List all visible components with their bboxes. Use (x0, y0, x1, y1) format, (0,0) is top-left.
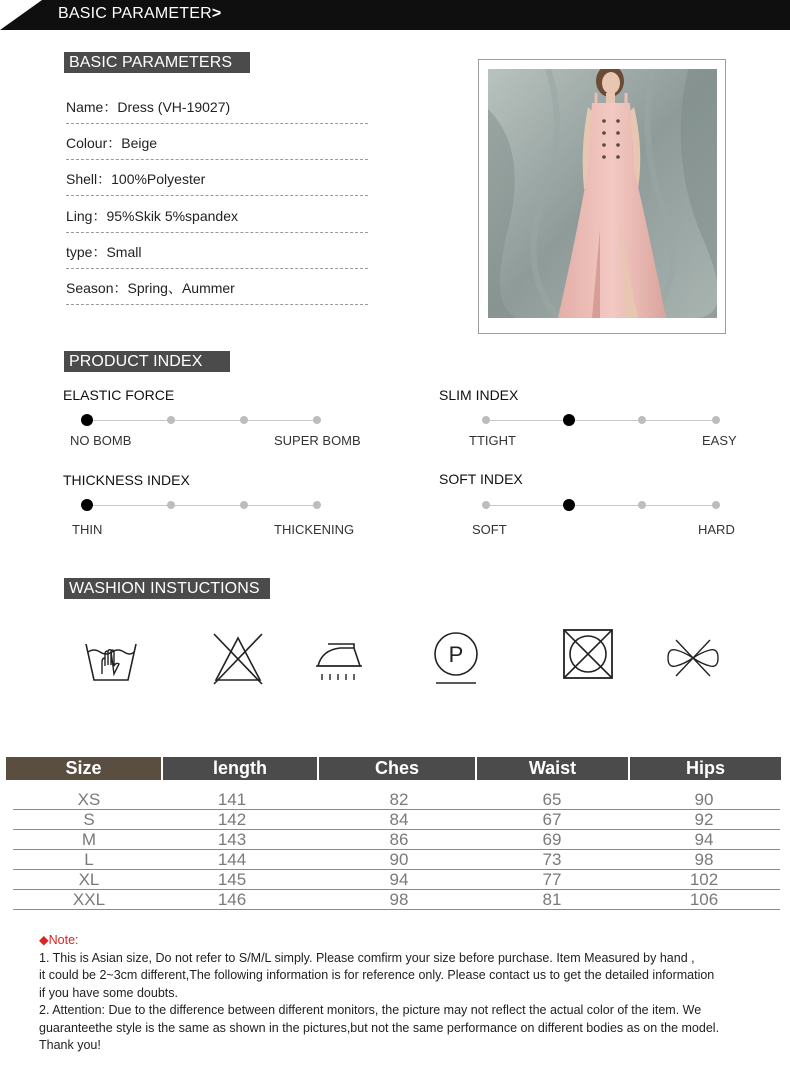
steam-iron-icon (314, 636, 366, 682)
table-cell: 82 (389, 790, 409, 809)
table-row (13, 890, 780, 910)
product-photo (488, 69, 717, 318)
hand-wash-icon (84, 636, 138, 686)
note-title: ◆Note: (39, 933, 79, 947)
soft-index-dot-3 (638, 501, 646, 509)
table-cell: 73 (542, 850, 562, 869)
table-row (13, 790, 780, 810)
param-row-colour (66, 132, 368, 160)
elastic-force-title: ELASTIC FORCE (63, 387, 175, 403)
banner-corner-notch (0, 0, 42, 30)
slim-index-dot-3 (638, 416, 646, 424)
table-cell: 69 (542, 830, 562, 849)
table-cell: 92 (694, 810, 714, 829)
top-banner (0, 0, 790, 30)
slim-index-dot-4 (712, 416, 720, 424)
table-cell: XXL (72, 890, 106, 909)
note-line-6: Thank you! (39, 1038, 101, 1052)
product-index-heading: PRODUCT INDEX (64, 351, 230, 372)
table-cell: 98 (694, 850, 714, 869)
elastic-force-dot-2 (167, 416, 175, 424)
table-cell: 98 (389, 890, 409, 909)
thickness-index-max-label: THICKENING (274, 522, 355, 537)
table-cell: L (84, 850, 94, 869)
table-row (13, 850, 780, 870)
param-row-type (66, 241, 368, 269)
note-block (39, 932, 769, 1055)
do-not-tumble-dry-icon (562, 628, 614, 680)
table-cell: M (81, 830, 97, 849)
note-line-2: it could be 2~3cm different,The following information is for reference only. Please contact us to get the detailed information (39, 968, 715, 982)
param-type: type：Small (66, 244, 142, 260)
thickness-index-min-label: THIN (72, 522, 103, 537)
param-shell: Shell：100%Polyester (66, 171, 206, 187)
table-row (13, 830, 780, 850)
slim-index-dot-1 (482, 416, 490, 424)
elastic-force-dot-1-selected (81, 414, 93, 426)
elastic-force-max-label: SUPER BOMB (274, 433, 361, 448)
note-line-1: 1. This is Asian size, Do not refer to S/M/L simply. Please comfirm your size before purchase. Item Measured by hand , (39, 950, 695, 965)
length-column-header: length (163, 757, 317, 780)
do-not-wring-icon (664, 638, 722, 678)
table-cell: 90 (389, 850, 409, 869)
table-cell: 143 (217, 830, 247, 849)
elastic-force-dot-3 (240, 416, 248, 424)
soft-index-dot-1 (482, 501, 490, 509)
banner-arrow-icon: > (211, 5, 222, 22)
table-cell: 65 (542, 790, 562, 809)
table-cell: 141 (217, 790, 247, 809)
note-line-3: if you have some doubts. (39, 985, 178, 1000)
param-row-name (66, 96, 368, 124)
table-cell: 90 (694, 790, 714, 809)
thickness-index-track (87, 505, 317, 506)
soft-index-dot-2-selected (563, 499, 575, 511)
slim-index-title: SLIM INDEX (439, 387, 519, 403)
table-cell: 67 (542, 810, 562, 829)
soft-index-max-label: HARD (698, 522, 735, 537)
thickness-index-dot-4 (313, 501, 321, 509)
size-column-header: Size (6, 757, 161, 780)
param-row-lining (66, 205, 368, 233)
slim-index-min-label: TTIGHT (469, 433, 516, 448)
table-cell: 142 (217, 810, 247, 829)
table-cell: 81 (542, 890, 562, 909)
table-cell: 145 (217, 870, 247, 889)
table-cell: 106 (689, 890, 719, 909)
table-row (13, 870, 780, 890)
dry-clean-letter: P (448, 642, 464, 667)
thickness-index-dot-2 (167, 501, 175, 509)
table-cell: 94 (694, 830, 714, 849)
table-cell: S (83, 810, 95, 829)
soft-index-dot-4 (712, 501, 720, 509)
slim-index-max-label: EASY (702, 433, 737, 448)
waist-column-header: Waist (477, 757, 628, 780)
model-in-dress-illustration (488, 69, 717, 318)
elastic-force-dot-4 (313, 416, 321, 424)
table-cell: 102 (689, 870, 719, 889)
param-lining: Ling：95%Skik 5%spandex (66, 208, 238, 224)
banner-title (58, 5, 221, 23)
thickness-index-dot-3 (240, 501, 248, 509)
table-cell: 86 (389, 830, 409, 849)
dry-clean-p-icon (432, 630, 480, 686)
table-cell: XL (78, 870, 100, 889)
elastic-force-min-label: NO BOMB (70, 433, 132, 448)
table-cell: 94 (389, 870, 409, 889)
soft-index-title: SOFT INDEX (439, 471, 523, 487)
slim-index-track (486, 420, 716, 421)
banner-title-text: BASIC PARAMETER (58, 5, 212, 22)
do-not-bleach-icon (212, 632, 264, 686)
soft-index-track (486, 505, 716, 506)
table-row (13, 810, 780, 830)
chest-column-header: Ches (319, 757, 475, 780)
soft-index-min-label: SOFT (472, 522, 507, 537)
param-colour: Colour：Beige (66, 135, 158, 151)
table-cell: 77 (542, 870, 562, 889)
param-season: Season：Spring、Aummer (66, 280, 235, 296)
param-row-season (66, 277, 368, 305)
table-cell: 84 (389, 810, 409, 829)
hips-column-header: Hips (630, 757, 781, 780)
washing-instructions-heading: WASHION INSTUCTIONS (64, 578, 270, 599)
param-name: Name：Dress (VH-19027) (66, 99, 231, 115)
table-cell: 146 (217, 890, 247, 909)
table-cell: 144 (217, 850, 247, 869)
thickness-index-dot-1-selected (81, 499, 93, 511)
param-row-shell (66, 168, 368, 196)
note-line-4: 2. Attention: Due to the difference between different monitors, the picture may not reflect the actual color of the item. We (39, 1003, 702, 1017)
elastic-force-track (87, 420, 317, 421)
basic-parameters-heading: BASIC PARAMETERS (64, 52, 250, 73)
slim-index-dot-2-selected (563, 414, 575, 426)
thickness-index-title: THICKNESS INDEX (63, 472, 190, 488)
product-photo-frame (478, 59, 726, 334)
table-cell: XS (77, 790, 101, 809)
note-line-5: guaranteethe style is the same as shown in the pictures,but not the same performance on different bodies as on the model. (39, 1020, 720, 1035)
